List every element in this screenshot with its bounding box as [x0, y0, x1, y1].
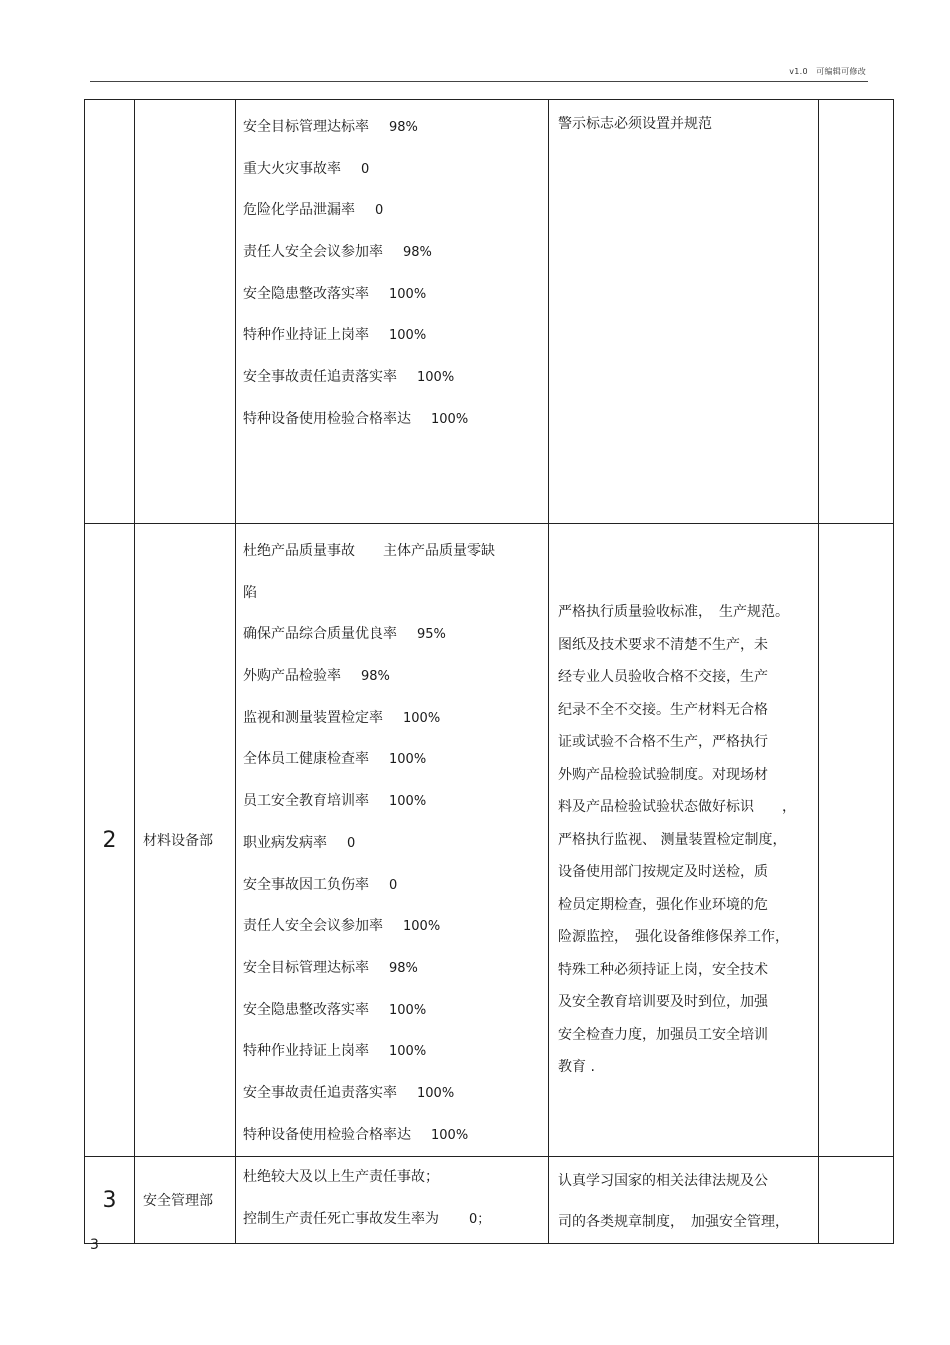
target-item: 安全目标管理达标率 98% — [243, 959, 418, 976]
measure-line: 纪录不全不交接。生产材料无合格 — [558, 701, 768, 718]
table-row — [85, 100, 894, 524]
target-item: 员工安全教育培训率 100% — [243, 793, 427, 810]
table-row — [85, 1157, 894, 1244]
target-item: 安全目标管理达标率 98% — [243, 119, 418, 135]
measure-line: 外购产品检验试验制度。对现场材 — [558, 766, 768, 783]
target-item: 确保产品综合质量优良率 95% — [243, 626, 446, 643]
target-item: 杜绝较大及以上生产责任事故； — [243, 1169, 439, 1186]
measures-cell — [549, 524, 819, 1157]
target-item: 责任人安全会议参加率 98% — [243, 244, 432, 261]
target-item: 安全事故因工负伤率 0 — [243, 876, 398, 893]
measure-line: 险源监控， 强化设备维修保养工作， — [558, 929, 789, 946]
target-item: 安全隐患整改落实率 100% — [243, 285, 427, 302]
target-item: 控制生产责任死亡事故发生率为 0； — [243, 1211, 491, 1227]
target-item: 职业病发病率 0 — [243, 834, 356, 851]
targets-cell — [236, 524, 549, 1157]
measures-cell — [549, 1157, 819, 1244]
target-item: 安全事故责任追责落实率 100% — [243, 369, 455, 386]
measure-line: 检员定期检查，强化作业环境的危 — [558, 896, 768, 913]
measure-line: 教育 . — [558, 1059, 595, 1076]
targets-cell — [236, 1157, 549, 1244]
measure-line: 严格执行监视、 测量装置检定制度， — [558, 831, 787, 848]
page-number: 3 — [90, 1237, 99, 1253]
target-item: 特种设备使用检验合格率达 100% — [243, 410, 469, 427]
row-index — [85, 100, 135, 524]
target-item: 外购产品检验率 98% — [243, 668, 390, 685]
measure-line: 认真学习国家的相关法律法规及公 — [558, 1173, 768, 1190]
department-name — [135, 100, 236, 524]
remarks-cell — [819, 100, 894, 524]
target-item: 安全事故责任追责落实率 100% — [243, 1084, 455, 1101]
document-header: v1.0 可编辑可修改 — [789, 67, 866, 76]
department-name: 材料设备部 — [135, 524, 236, 1157]
row-index: 2 — [85, 524, 135, 1157]
remarks-cell — [819, 1157, 894, 1244]
header-divider — [90, 81, 868, 82]
target-item: 全体员工健康检查率 100% — [243, 751, 427, 768]
measure-line: 设备使用部门按规定及时送检，质 — [558, 864, 768, 881]
measure-line: 经专业人员验收合格不交接，生产 — [558, 669, 768, 686]
target-item: 特种设备使用检验合格率达 100% — [243, 1126, 469, 1143]
target-item: 监视和测量装置检定率 100% — [243, 709, 441, 726]
target-item-wrap: 陷 — [243, 584, 257, 601]
measure-line: 料及产品检验试验状态做好标识 ， — [558, 799, 796, 816]
measure-line: 特殊工种必须持证上岗，安全技术 — [558, 961, 768, 978]
target-item: 责任人安全会议参加率 100% — [243, 918, 441, 935]
table-row — [85, 524, 894, 1157]
target-item: 杜绝产品质量事故 主体产品质量零缺 — [243, 543, 495, 559]
safety-target-table — [84, 99, 894, 1244]
measure-line: 警示标志必须设置并规范 — [558, 116, 712, 132]
measure-line: 证或试验不合格不生产，严格执行 — [558, 734, 768, 751]
remarks-cell — [819, 524, 894, 1157]
measure-line: 司的各类规章制度， 加强安全管理， — [558, 1214, 789, 1231]
target-item: 特种作业持证上岗率 100% — [243, 1043, 427, 1060]
row-index: 3 — [85, 1157, 135, 1244]
measure-line: 及安全教育培训要及时到位，加强 — [558, 994, 768, 1011]
target-item: 安全隐患整改落实率 100% — [243, 1001, 427, 1018]
measures-cell — [549, 100, 819, 524]
department-name: 安全管理部 — [135, 1157, 236, 1244]
target-item: 特种作业持证上岗率 100% — [243, 327, 427, 344]
measure-line: 图纸及技术要求不清楚不生产，未 — [558, 636, 768, 653]
target-item: 重大火灾事故率 0 — [243, 160, 370, 177]
measure-line: 严格执行质量验收标准， 生产规范。 — [558, 604, 789, 621]
measure-line: 安全检查力度，加强员工安全培训 — [558, 1026, 768, 1043]
target-item: 危险化学品泄漏率 0 — [243, 202, 384, 219]
targets-cell — [236, 100, 549, 524]
